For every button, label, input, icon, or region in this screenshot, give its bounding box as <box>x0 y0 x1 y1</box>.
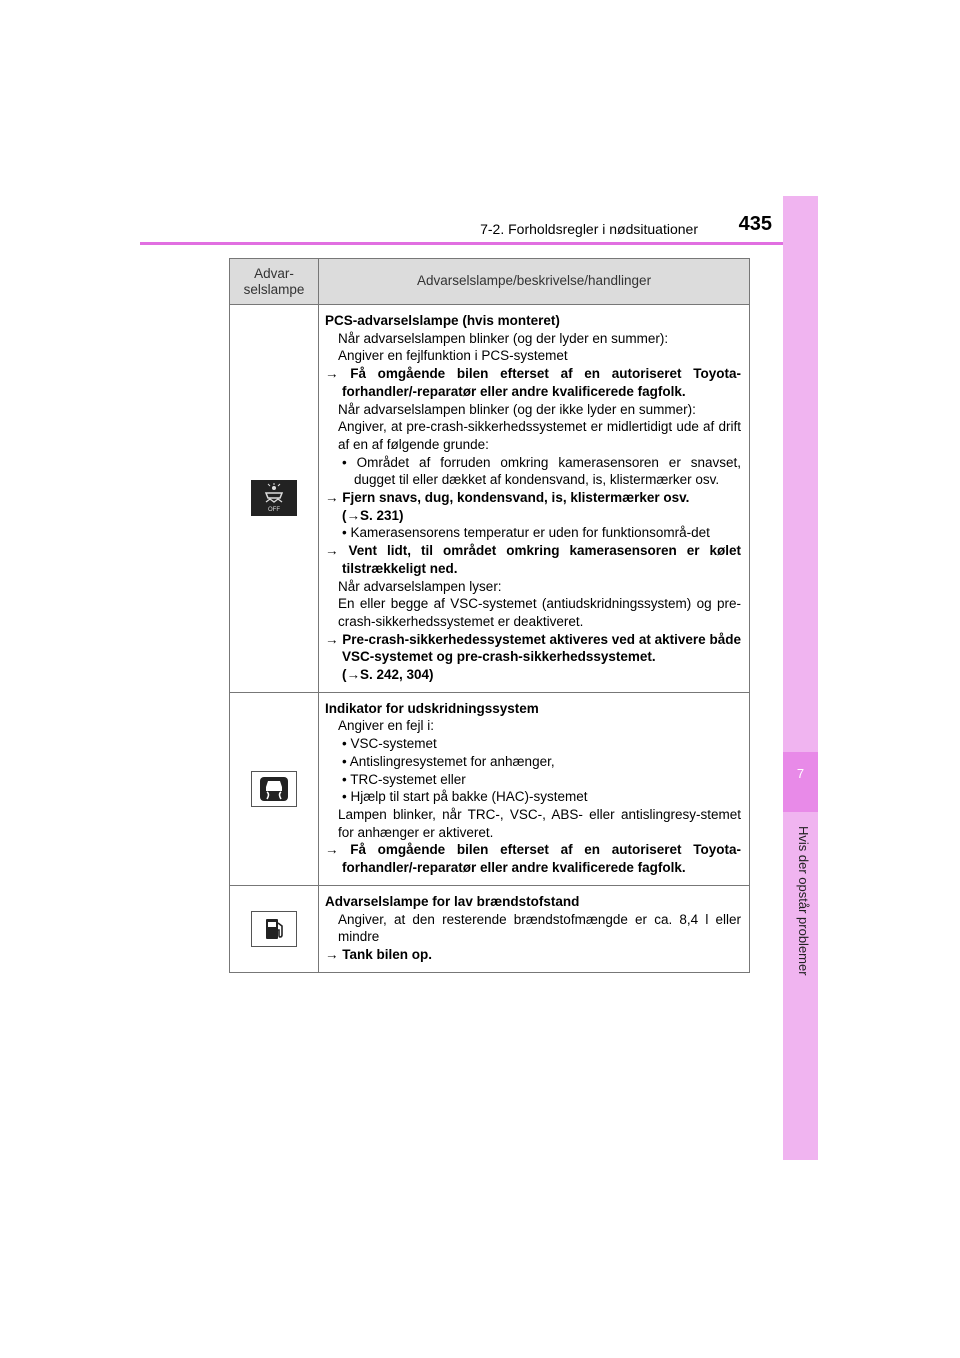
warning-lights-table <box>229 258 750 973</box>
column-header-description: Advarselslampe/beskrivelse/handlinger <box>416 273 652 288</box>
arrow-icon: → <box>325 490 343 506</box>
text-line: En eller begge af VSC-systemet (antiudskridningssystem) og pre-crash-sikkerhedssystemet er deaktiveret. <box>338 596 741 629</box>
table-row <box>230 693 749 886</box>
description-cell <box>319 305 749 692</box>
section-title: 7-2. Forholdsregler i nødsituationer <box>480 221 698 237</box>
svg-text:OFF: OFF <box>268 507 280 514</box>
fuel-pump-icon <box>251 911 297 947</box>
action-line: → Vent lidt, til området omkring kamerasensoren er kølet tilstrækkeligt ned. <box>325 543 741 576</box>
bullet-line: • Området af forruden omkring kamerasensoren er snavset, dugget til eller dækket af kondensvand, is, klistermærker osv. <box>342 454 741 488</box>
chapter-title: Hvis der opstår problemer <box>796 826 811 976</box>
action-line: → Fjern snavs, dug, kondensvand, is, klistermærker osv. <box>325 490 690 506</box>
table-header <box>230 259 749 305</box>
lamp-cell <box>230 305 319 692</box>
entry-title: Advarselslampe for lav brændstofstand <box>325 893 580 909</box>
bullet-line: • Hjælp til start på bakke (HAC)-systemet <box>342 789 588 805</box>
column-header-lamp-line-1: Advar- <box>254 266 294 281</box>
bullet-line: • VSC-systemet <box>342 736 437 752</box>
arrow-icon: → <box>325 631 343 647</box>
text-line: Når advarselslampen blinker (og der ikke lyder en summer): <box>338 401 696 417</box>
arrow-icon: → <box>325 366 351 382</box>
slip-indicator-icon <box>251 771 297 807</box>
text-line: Lampen blinker, når TRC-, VSC-, ABS- eller antislingresy-stemet for anhænger er aktiveret. <box>338 806 741 840</box>
page-header <box>140 210 790 246</box>
text-line: Angiver, at pre-crash-sikkerhedssystemet er midlertidigt ude af drift af en af følgende grunde: <box>338 419 741 452</box>
action-line: → Få omgående bilen efterset af en autoriseret Toyota-forhandler/-reparatør eller andre kvalificerede fagfolk. <box>325 842 741 876</box>
entry-title: Indikator for udskridningssystem <box>325 700 539 716</box>
description-cell <box>319 886 749 972</box>
action-line: → Tank bilen op. <box>325 946 433 962</box>
chapter-number: 7 <box>783 752 818 812</box>
bullet-line: • Antislingresystemet for anhænger, <box>342 753 555 769</box>
text-line: Når advarselslampen lyser: <box>338 578 502 594</box>
table-row <box>230 305 749 693</box>
arrow-icon: → <box>325 946 343 962</box>
bullet-line: • Kamerasensorens temperatur er uden for funktionsområ-det <box>342 525 710 541</box>
chapter-side-tab <box>783 196 818 1160</box>
table-row <box>230 886 749 972</box>
column-header-lamp <box>230 259 319 304</box>
arrow-icon: → <box>325 543 349 559</box>
pcs-off-icon <box>251 480 297 516</box>
entry-title: PCS-advarselslampe (hvis monteret) <box>325 313 560 328</box>
action-line: → Pre-crash-sikkerhedessystemet aktiveres ved at aktivere både VSC-systemet og pre-crash-sikkerhedssystemet. <box>325 631 741 665</box>
column-header-lamp-line-2: selslampe <box>243 282 305 297</box>
bullet-line: • TRC-systemet eller <box>342 771 466 787</box>
text-line: Angiver en fejl i: <box>338 718 435 734</box>
lamp-cell <box>230 693 319 885</box>
action-line: → Få omgående bilen efterset af en autoriseret Toyota-forhandler/-reparatør eller andre kvalificerede fagfolk. <box>325 366 741 399</box>
page-number: 435 <box>738 213 772 235</box>
arrow-icon: → <box>325 842 351 858</box>
text-line: Når advarselslampen blinker (og der lyder en summer): <box>338 330 669 346</box>
page-reference: (→S. 242, 304) <box>342 667 434 683</box>
header-rule <box>140 242 790 245</box>
lamp-cell <box>230 886 319 972</box>
text-line: Angiver en fejlfunktion i PCS-systemet <box>338 348 568 364</box>
text-line: Angiver, at den resterende brændstofmængde er ca. 8,4 l eller mindre <box>338 911 741 945</box>
description-cell <box>319 693 749 885</box>
page-reference: (→S. 231) <box>342 507 404 523</box>
